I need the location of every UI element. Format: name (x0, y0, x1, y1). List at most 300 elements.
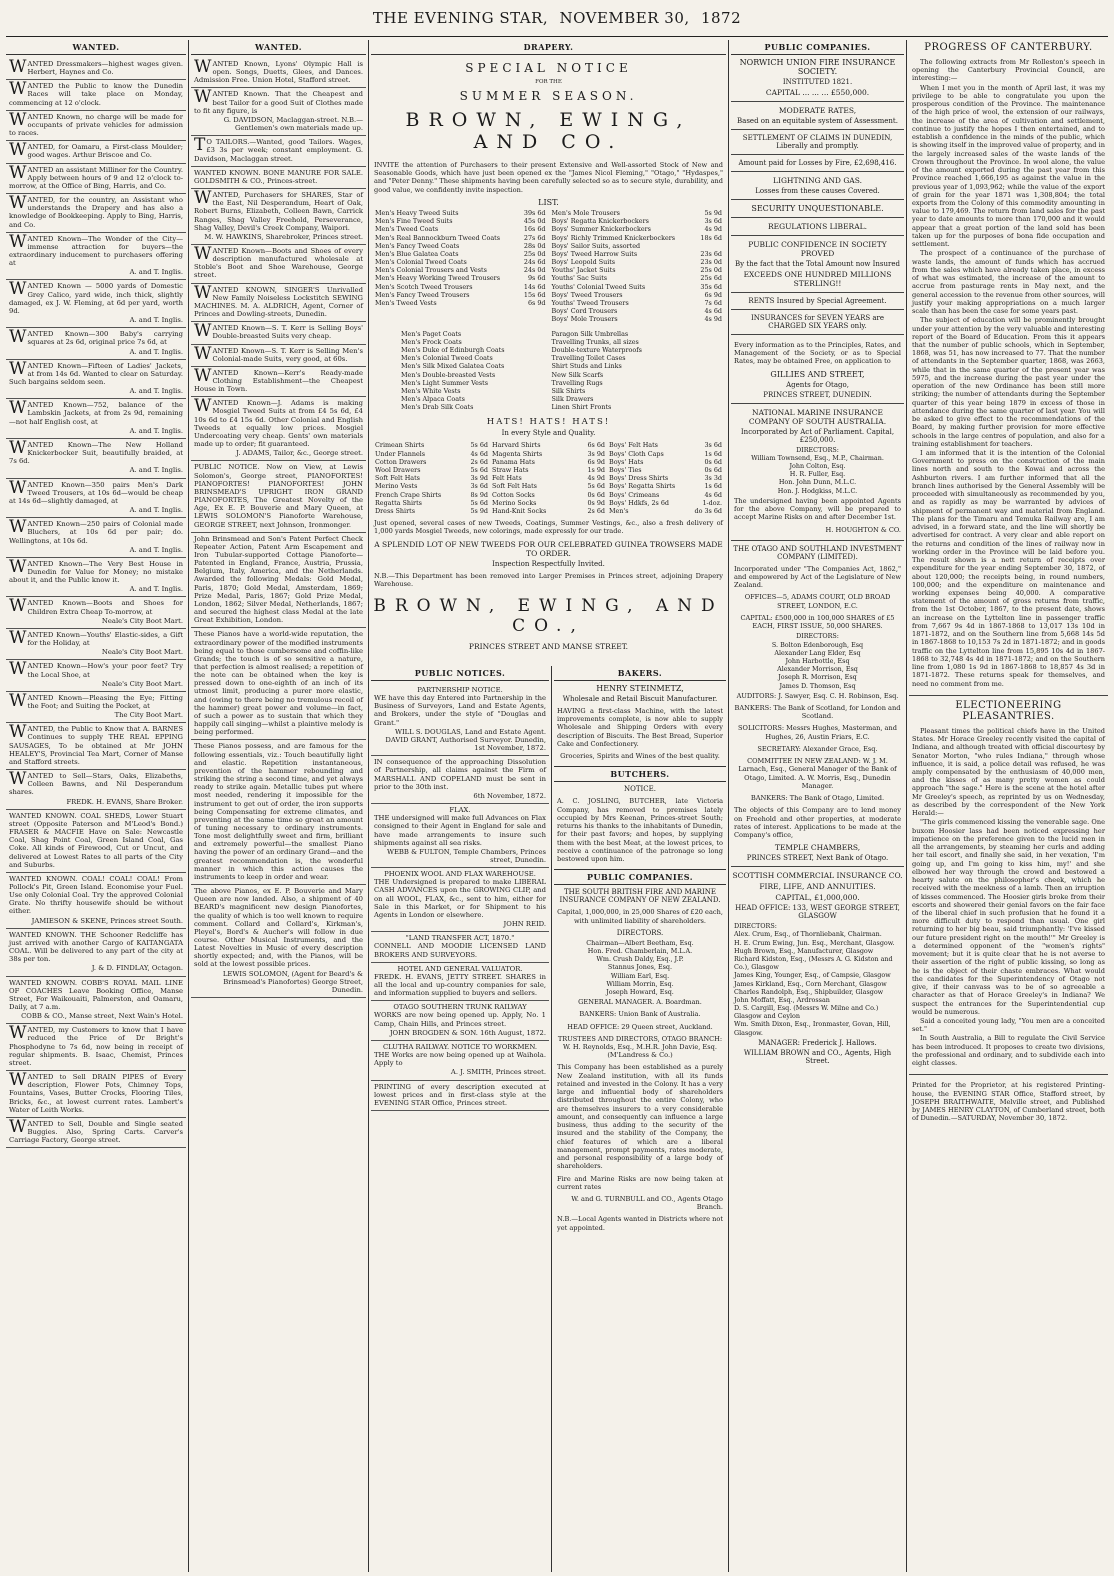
ad-text: ANTED Known—Youths' Elastic-sides, a Gift for the Holiday, at (27, 630, 183, 648)
imprint: Printed for the Proprietor, at his registered Printing-house, the EVENING STAR Office, Stafford street, by JOSEPH BRAITHWAITE, Melville street, and Published by JAMES HENRY CLAYTON, of Cumberland street, both of Dunedin.—SATURDAY, November 30, 1872. (912, 1081, 1105, 1123)
ad-item (6, 194, 186, 233)
drop-cap: W (9, 57, 27, 77)
item-price: 25s 0d (523, 249, 546, 258)
item-name: Magenta Shirts (492, 449, 543, 458)
list-item: Silk Shirts (551, 386, 586, 395)
column-heading: DRAPERY. (371, 40, 726, 55)
item-price: 4s 9d (587, 474, 605, 483)
article-body-2 (909, 725, 1108, 1071)
list-item: Alexander Morrison, Esq (777, 665, 858, 674)
ad-signature: A. and T. Inglis. (129, 466, 183, 475)
item-price: 16s 6d (523, 225, 546, 234)
item-name: Boys' Cloth Caps (609, 449, 664, 458)
ad-item (191, 533, 366, 629)
list-row (375, 242, 546, 250)
baker-text: HAVING a first-class Machine, with the latest improvements complete, is now able to supply Wholesale and Shipping Orders with every description of Biscuits. The Best Bread, Superior Cake and Confectionery. (557, 707, 723, 748)
list-item: New Silk Scarfs (551, 370, 604, 379)
list-item: James Kirkland, Esq., Corn Merchant, Glasgow (734, 979, 887, 988)
drop-cap: W (9, 231, 27, 252)
bankers-2: BANKERS: The Bank of Otago, Limited. (750, 794, 885, 803)
ad-item (6, 280, 186, 328)
list-row (552, 234, 723, 242)
item-name: Men's Real Bannockburn Tweed Coats (375, 233, 501, 242)
auditors: AUDITORS: J. Sawyer, Esq. C. H. Robinson, Esq. (736, 691, 899, 700)
national-note: The undersigned having been appointed Agents for the above Company, will be prepared to accept Marine Risks on and after December 1st. (734, 496, 901, 522)
column-divider (906, 40, 907, 1572)
risks: Fire and Marine Risks are now being taken at current rates (557, 1174, 723, 1191)
ad-signature: Neale's City Boot Mart. (101, 648, 183, 657)
item-price: 18s 6d (700, 233, 722, 242)
hats-line: HATS! HATS! HATS! (486, 417, 611, 428)
list-item: Men's Double-breasted Vests (401, 370, 496, 379)
list-item: James D. Thomson, Esq (779, 681, 856, 690)
otago-directors (731, 632, 904, 689)
scottish-title: SCOTTISH COMMERCIAL INSURANCE CO. (732, 871, 903, 881)
settlement: SETTLEMENT OF CLAIMS IN DUNEDIN, Liberally and promptly. (742, 134, 893, 150)
item-price: 5s 6d (470, 498, 488, 507)
masthead (0, 0, 1114, 34)
item-price: 1s 6d (704, 449, 722, 458)
scottish-manager: MANAGER: Frederick J. Hallows. (758, 1038, 877, 1047)
nb-agents: N.B.—Local Agents wanted in Districts where not yet appointed. (557, 1215, 723, 1232)
hats-list-a (375, 441, 488, 515)
item-price: 0s 6d (587, 490, 605, 499)
item-price: 4s 9d (704, 315, 722, 324)
butcher-title: NOTICE. (624, 785, 656, 794)
ad-text: ANTED Known — 5000 yards of Domestic Grey Calico, yard wide, inch thick, slightly damaged, ex J. W. Fleming, at 6d per yard, worth 9d. (9, 282, 183, 315)
list-row (375, 274, 546, 282)
butcher-text: A. C. JOSLING, BUTCHER, late Victoria Company, has removed to premises lately occupied by Mrs Keenan, Princes-street South; returns his thanks to the inhabitants of Dunedin, for their past favors; and hopes, by supplying them with the best Meat, at the lowest prices, to receive a continuance of the patronage so long bestowed upon him. (557, 797, 723, 864)
info: Every information as to the Principles, Rates, and Management of the Society, or as to Special Rates, may be obtained Free, on application to (734, 341, 901, 366)
ad-item (191, 885, 366, 998)
ad-item (6, 770, 186, 810)
list-row (375, 250, 546, 258)
list-row (552, 242, 723, 250)
ad-signature: A. and T. Inglis. (129, 426, 183, 435)
ad-item (6, 873, 186, 929)
list-row (375, 283, 546, 291)
ad-text: WANTED KNOWN. THE Schooner Redcliffe has just arrived with another Cargo of KAITANGATA COAL. Will be delivered to any part of the city at 38s per ton. (9, 930, 183, 964)
ad-text: ANTED, for the country, an Assistant who understands the Drapery and has also a knowledge of Bookkeeping. Apply to Bing, Harris, and Co. (9, 196, 183, 229)
list-row (375, 441, 488, 449)
paid: Amount paid for Losses by Fire, £2,698,416. (738, 159, 897, 167)
drop-cap: W (194, 243, 212, 264)
notice-item (371, 1081, 549, 1111)
intro-text: INVITE the attention of Purchasers to their present Extensive and Well-assorted Stock of New and Seasonable Goods, which have just been opened ex the "James Nicol Fleming," "Otago," "Hydaspes," and "Peter Denny." These shipments having been carefully selected so as to secure style, durability, and good value, we confidently invite inspection. (374, 161, 723, 194)
list-row (375, 466, 488, 474)
seven-years: INSURANCES for SEVEN YEARS are CHARGED SIX YEARS only. (750, 314, 885, 330)
ads-list (191, 58, 366, 998)
ad-text: PUBLIC NOTICE. Now on View, at Lewis Solomon's, George street, PIANOFORTES! PIANOFORTES! PIANOFORTES! JOHN BRINSMEAD'S UPRIGHT IRON GRAND PIANOFORTES, The Greatest Novelty of the Age, Ex E. P. Bouverie and Mary Queen, at LEWIS SOLOMON'S Pianoforte Warehouse, GEORGE STREET, next Johnson, Ironmonger. (194, 463, 363, 529)
masthead-title: THE EVENING STAR, (372, 9, 549, 27)
item-name: Boys' Felt Hats (609, 441, 658, 450)
item-price: 25s 0d (700, 266, 722, 275)
item-price: 45s 0d (523, 217, 546, 226)
ad-item (6, 439, 186, 479)
wanted-column-2 (191, 40, 366, 1572)
drop-cap: W (9, 659, 27, 680)
item-name: Men's Colonial Trousers and Vests (375, 266, 487, 275)
list-item: Joseph Howard, Esq. (606, 987, 674, 996)
ad-text: ANTED Known, no charge will be made for occupants of private vehicles for admission to races. (9, 112, 183, 138)
list-item: Alexander Lang Elder, Esq (774, 648, 861, 657)
drop-cap: W (194, 343, 212, 364)
ad-signature: J. & D. FINDLAY, Octagon. (91, 964, 183, 973)
ad-signature: COBB & CO., Manse street, Next Wain's Hotel. (21, 1012, 183, 1021)
ad-text: ANTED Known—Fifteen of Ladies' Jackets, at from 14s 6d. Wanted to clear on Saturday. Such bargains seldom seen. (9, 361, 183, 386)
item-price: 24s 6d (523, 258, 546, 267)
scottish-agents: WILLIAM BROWN and CO., Agents, High Street. (743, 1048, 892, 1065)
goods-list-left (401, 330, 546, 412)
drop-cap: W (9, 193, 27, 214)
for-the: FOR THE (535, 79, 562, 85)
ad-signature: J. ADAMS, Tailor, &c., George street. (236, 449, 363, 458)
notice-signature: WILL S. DOUGLAS, Land and Estate Agent. DAVID GRANT, Authorised Surveyor. Dunedin, 1st November, 1872. (385, 727, 546, 753)
ad-item (191, 367, 366, 397)
paragraph: I am informed that it is the intention of the Colonial Government to press on the construction of the main lines north and south to the Kowai and across the Ashburton rivers. I am further informed that all the branch lines authorised by the General Assembly will be proceeded with simultaneously as recommended by you, and as rapidly as may be warranted by advices of shipment of permanent way and material from England. The plans for the Timaru and Temuka Railway are, I am advised, in a forward state, and the line will shortly be advertised for contract. A very clear and able report on the returns and condition of the lines of railway now in working order in the Province will be laid before you. The result shown is a nett return of receipts over expenditure for the year ending September 30, 1872, of about 120,000; the receipts being, in round numbers, 100,000; and the expenditure on maintenance and working expenses being 40,000. A comparative statement of the amount of gross returns from traffic, from the 1st October, 1867, to the present date, shows an increase on the Lyttelton line in passenger traffic from 7,667 9s 4d in 1867-1868 to 13,017 13s 10d in 1871-1872, and on the Southern line from 5,668 14s 5d in 1867-1868 to 10,153 7s 2d in 1871-1872; and in goods traffic on the Lyttelton line from 15,895 10s 4d in 1867-1868 to 32,748 4s 4d in 1871-1872; and on the Southern line from 1,080 1s 9d in 1867-1868 to 18,857 4s 3d in 1871-1872. These returns speak for themselves, and need no comment from me. (912, 449, 1105, 688)
item-price: 5s 6d (587, 482, 605, 491)
item-name: Wool Drawers (375, 466, 421, 474)
list-item: Paragon Silk Umbrellas (551, 329, 629, 338)
notice-text: IN consequence of the approaching Dissolution of Partnership, all claims against the Firm of MARSHALL AND COPELAND must be sent in prior to the 30th inst. (374, 758, 546, 791)
ad-item (191, 628, 366, 740)
drop-cap: W (9, 722, 27, 743)
list-row (609, 482, 722, 490)
list-title: LIST. (538, 197, 559, 207)
item-price: 4s 9d (704, 225, 722, 234)
notice-item (371, 756, 549, 804)
list-item: William Earl, Esq. (610, 971, 670, 980)
item-price: 3s 3d (704, 474, 722, 483)
ad-item (6, 1024, 186, 1071)
list-item: H. R. Fuller, Esq. (789, 470, 846, 479)
notice-text: THE Undersigned is prepared to make LIBERAL CASH ADVANCES upon the GROWING CLIP, and on all WOOL, FLAX, &c., sent to him, either for Sale in this Market, or for Shipment to his Agents in London or elsewhere. (374, 878, 546, 919)
list-item: Men's Frock Coats (401, 337, 462, 346)
item-price: 0s 6d (704, 457, 722, 466)
item-name: Harvard Shirts (492, 441, 541, 450)
objects: The objects of this Company are to lend money on Freehold and other properties, at moderate rates of interest. Applications to be made at the Company's office, (734, 806, 901, 839)
ad-item (6, 629, 186, 660)
drop-cap: W (9, 1070, 27, 1091)
list-row (609, 491, 722, 499)
notice-text: CONNELL AND MOODIE LICENSED LAND BROKERS AND SURVEYORS. (374, 942, 546, 959)
item-price: 3s 6d (470, 482, 488, 491)
ad-text: WANTED KNOWN. COBB'S ROYAL MAIL LINE OF COACHES Leave Booking Office, Manse Street, For Waikouaiti, Palmerston, and Oamaru, Daily, at 7 a.m. (9, 978, 183, 1011)
notice-title: OTAGO SOUTHERN TRUNK RAILWAY (393, 1003, 527, 1012)
ad-text: ANTED to Sell—Stars, Oaks, Elizabeths, Colleen Bawns, and Nil Desperandum shares. (9, 772, 183, 797)
list-item: Linen Shirt Fronts (551, 403, 612, 412)
ad-text: ANTED Known—250 pairs of Colonial made Bluchers, at 10s 6d per pair; do. Wellingtons, at 10s 6d. (9, 520, 183, 545)
firm-name: BROWN, EWING, AND CO. (405, 109, 692, 153)
item-price: 3s 6d (704, 217, 722, 226)
list-row (375, 482, 488, 490)
item-name: Hand-Knit Socks (492, 506, 547, 515)
item-price: 23s 0d (700, 258, 722, 267)
item-price: do 3s 6d (694, 506, 722, 515)
column-heading: PUBLIC COMPANIES. (554, 869, 726, 885)
firm-address: PRINCES STREET AND MANSE STREET. (468, 642, 629, 652)
item-price: 6s 9d (704, 290, 722, 299)
ad-item (191, 740, 366, 885)
item-name: Men's Fine Tweed Suits (375, 217, 453, 226)
list-row (552, 274, 723, 282)
temple-chambers: TEMPLE CHAMBERS, (774, 843, 861, 853)
article-title-2: ELECTIONEERING PLEASANTRIES. (955, 699, 1062, 722)
ad-item (191, 167, 366, 189)
ad-item (6, 723, 186, 770)
losses: Losses from these causes Covered. (755, 187, 880, 195)
item-price: 28s 0d (523, 241, 546, 250)
notice-text: WE have this day Entered into Partnership in the Business of Surveyors, Land and Estate Agents, and Brokers, under the style of "Douglas and Grant." (374, 694, 546, 727)
item-name: Men's Fancy Tweed Trousers (375, 290, 470, 299)
drop-cap: W (9, 1023, 27, 1044)
company-body: This Company has been established as a purely New Zealand institution, with all its funds retained and invested in the Colony. It has a very large and influential body of shareholders distributed throughout the entire Colony, who are themselves insurers to a very considerable amount, and consequently can influence a large business, thus adding to the security of the insured and the stability of the Company, the chief features of which are a liberal management, prompt payments, rates moderate, and personal responsibility of a large body of shareholders. (557, 1063, 723, 1171)
item-name: Boys' Ties (609, 466, 642, 474)
baker-groceries: Groceries, Spirits and Wines of the best quality. (560, 752, 720, 761)
item-name: Boys' Summer Knickerbockers (551, 225, 651, 234)
company-title: THE SOUTH BRITISH FIRE AND MARINE INSURANCE COMPANY OF NEW ZEALAND. (559, 888, 721, 905)
tweeds-text: Just opened, several cases of new Tweeds, Coatings, Summer Vestings, &c., also a fresh delivery of 1,000 yards Mosgiel Tweeds, new colorings, made expressly for our trade. (374, 519, 723, 536)
offices: OFFICES—5, ADAMS COURT, OLD BROAD STREET, LONDON, E.C. (744, 593, 891, 610)
item-name: Boys' Hdkfs, 2s 6d (609, 498, 669, 507)
item-name: Men's Heavy Tweed Suits (375, 208, 459, 217)
ad-text: ANTED Known—Boots and Shoes of every description manufactured wholesale at Stoble's Boot and Shoe Warehouse, George street. (194, 246, 363, 280)
bakers-butchers-section (554, 666, 726, 1572)
list-item: Wm. Smith Dixon, Esq., Ironmaster, Govan, Hill, Glasgow. (734, 1020, 891, 1037)
paragraph: In South Australia, a Bill to regulate the Civil Service has been introduced. It proposes to create two divisions, the professional and ordinary, and to subdivide each into eight classes. (912, 1034, 1105, 1068)
exceeds: EXCEEDS ONE HUNDRED MILLIONS STERLING!! (743, 270, 892, 288)
otago-title: THE OTAGO AND SOUTHLAND INVESTMENT COMPANY (LIMITED). (733, 544, 902, 561)
company-capital: Capital, 1,000,000, in 25,000 Shares of £20 each, with unlimited liability of shareholders. (557, 908, 723, 925)
masthead-date: NOVEMBER 30, (559, 9, 690, 27)
item-name: Men's Heavy Working Tweed Trousers (375, 274, 500, 283)
item-name: Boys' Cord Trousers (551, 307, 618, 316)
ad-text: ANTED Known—The Wonder of the City—immense attraction for buyers—the extraordinary inducement to purchasers offering at (9, 234, 183, 268)
column-divider (551, 666, 552, 1572)
ad-text: WANTED KNOWN. COAL! COAL! COAL! From Pollock's Pit, Green Island. Economise your Fuel. Use only Colonial Coal. Try the approved Colonial Grate. No thrifty housewife should be without either. (9, 874, 183, 916)
ad-signature: The City Boot Mart. (114, 711, 183, 720)
drop-cap: W (9, 109, 27, 130)
paragraph: The following extracts from Mr Rolleston's speech in opening the Canterbury Provincial Council, are interesting:— (912, 58, 1105, 83)
agents-otago: Agents for Otago, (786, 380, 849, 389)
notice-text: WORKS are now being opened up. Apply, No. 1 Camp, Chain Hills, and Princes street. (374, 1011, 546, 1028)
ad-item (6, 479, 186, 519)
list-item: John Harbottle, Esq (785, 656, 850, 665)
list-item: Chairman—Albert Beetham, Esq. (586, 938, 694, 947)
ad-text: ANTED Known—S. T. Kerr is Selling Men's Colonial-made Suits, very good, at 60s. (212, 346, 363, 363)
list-item: John Colton, Esq. (789, 462, 846, 471)
list-item: Men's Duke of Edinburgh Coats (401, 345, 505, 354)
drop-cap: W (194, 87, 212, 108)
head-office: HEAD OFFICE: 29 Queen street, Auckland. (567, 1022, 713, 1031)
ad-item (6, 929, 186, 977)
list-item: Travelling Toilet Cases (551, 354, 626, 363)
rates-sub: Based on an equitable system of Assessment. (737, 117, 898, 125)
list-row (552, 266, 723, 274)
public-notices-section (371, 666, 549, 1572)
notice-title: FLAX. (449, 806, 471, 815)
notice-text: THE Works are now being opened up at Waihola. Apply to (374, 1051, 546, 1068)
article-body (909, 56, 1108, 691)
list-row (552, 217, 723, 225)
ad-item (6, 399, 186, 439)
list-item: Alex. Crum, Esq., of Thornliebank, Chairman. (734, 930, 882, 939)
item-price: 9s 6d (527, 274, 546, 283)
item-name: Men's Colonial Tweed Coats (375, 258, 467, 267)
article-title: PROGRESS OF CANTERBURY. (924, 42, 1093, 53)
list-item: Wm. Crush Daldy, Esq., J.P. (596, 955, 684, 964)
ad-text: ANTED Dressmakers—highest wages given. Herbert, Haynes and Co. (27, 60, 183, 77)
item-name: Youths' Tweed Trousers (551, 299, 629, 307)
paragraph: When I met you in the month of April last, it was my privilege to be able to congratulate you upon the prosperous condition of the Province. The maintenance of the high price of wool, the extension of our railways, the increase of the area of cultivation and settlement, continue to justify the hopes I then entertained, and to establish a confidence in the minds of the public, which is showing itself in the improved value of property, and in the largely increased sales of the waste lands of the Crown throughout the Province. In wool alone, the value of the amount exported during the past year from this Province reached 1,666,195 as against the value in the previous year of 1,093,962; while the value of the export of grain for the year 1871 was 1,308,804; the total exports from the Colony of this commodity amounting in value to 179,469. The return from land sales for the past year to date amounts to more than 170,000 and it would appear that a great portion of the land sold has been taken up for the purposes of bona fide occupation and settlement. (912, 83, 1105, 249)
notice-item (371, 684, 549, 756)
list-item: Richard Kidston, Esq., (Messrs A. G. Kidston and Co.), Glasgow (734, 954, 893, 972)
ad-signature: A. and T. Inglis. (129, 347, 183, 356)
item-price: 35s 6d (700, 282, 722, 291)
ad-signature: FREDK. H. EVANS, Share Broker. (66, 797, 183, 806)
paragraph: The subject of education will be prominently brought under your attention by the very valuable and interesting report of the Board of Education. From this it appears that the number of public schools, which in September, 1868, was 51, has now increased to 77. That the number of attendants in the September quarter, 1868, was 2663, while that in the same quarter of the present year was 5975, and the increase during the past year under the operation of the new Ordinance has been still more striking; the number of attendants during the September quarter of this year being 1879 in excess of those in attendance during the same quarter of last year. You will be asked to give effect to the recommendations of the Board, by making further provision for more effective schools in the large centres of population, and also for a training establishment for teachers. (912, 316, 1105, 448)
list-item: James King, Younger, Esq., of Campsie, Glasgow (734, 971, 891, 980)
temple-street: PRINCES STREET, Next Bank of Otago. (746, 854, 889, 863)
ad-item (191, 322, 366, 344)
ad-text: ANTED Known—Kerr's Ready-made Clothing Establishment—the Cheapest House in Town. (194, 368, 363, 394)
scottish-capital: CAPITAL, £1,000,000. (775, 893, 860, 903)
list-row (609, 450, 722, 458)
wanted-column-1 (6, 40, 186, 1572)
ad-text: WANTED KNOWN. COAL SHEDS, Lower Stuart street (Opposite Paterson and M'Leod's Bond.) FRASER & MACFIE Have on Sale: Newcastle Coal, Shag Point Coal, Green Island Coal, Gas Coke. All kinds of Firewood, Cut or Uncut, and delivered at Lowest Rates to all parts of the City and Suburbs. (9, 811, 183, 869)
item-price: 5s 9d (704, 208, 722, 217)
ad-item (191, 284, 366, 323)
ad-item (191, 461, 366, 532)
list-row (492, 466, 605, 474)
item-name: Straw Hats (492, 466, 529, 474)
column-heading: PUBLIC COMPANIES. (731, 40, 904, 55)
item-name: Panama Hats (492, 457, 535, 466)
hats-sub: In every Style and Quality. (501, 429, 596, 438)
item-price: 1s 6d (704, 482, 722, 491)
national-sig: H. HOUGHTON & CO. (825, 525, 901, 534)
ad-signature: Neale's City Boot Mart. (101, 616, 183, 625)
notice-signature: WEBB & FULTON, Temple Chambers, Princes street, Dunedin. (386, 847, 546, 864)
list-row (609, 441, 722, 449)
ad-item (191, 189, 366, 245)
item-name: Men's Scotch Tweed Trousers (375, 282, 473, 291)
ad-text: ANTED, for Oamaru, a First-class Moulder; good wages. Arthur Briscoe and Co. (27, 143, 183, 160)
notice-item (371, 868, 549, 932)
list-row (552, 225, 723, 233)
item-name: Soft Felt Hats (492, 482, 537, 491)
item-price: 2s 6d (587, 506, 605, 515)
item-price: 6s 9d (527, 299, 546, 307)
item-price: 4s 6d (704, 307, 722, 316)
notice-signature: A. J. SMITH, Princes street. (450, 1068, 546, 1077)
list-item: Hon. John Dunn, M.L.C. (778, 478, 857, 487)
national-title: NATIONAL MARINE INSURANCE COMPANY OF SOUTH AUSTRALIA. (748, 407, 887, 426)
item-price: 3s 9d (470, 474, 488, 483)
ad-text: ANTED Known—752, balance of the Lambskin Jackets, at from 2s 9d, remaining—not half English cost, at (9, 401, 183, 426)
ad-text: These Pianos have a world-wide reputation, the extraordinary power of the modified instruments being equal to those cumbersome and coffin-like Grands; the touch is of so sensitive a nature, that perfection is almost realised; a repetition of the note can be obtained when the key is pressed down to one-eighth of an inch of its utmost limit, producing a purer more elastic, and (owing to there being no tremulous recoil of the hammer) great power and volume—in fact, of such a power as to sustain that which they happily call singing—whilst a plaintive melody is being performed. (194, 630, 363, 737)
ad-item (191, 397, 366, 461)
norwich-title: NORWICH UNION FIRE INSURANCE SOCIETY. (739, 58, 896, 76)
item-price: 23s 6d (700, 249, 722, 258)
item-price: 1s 9d (587, 466, 605, 474)
drop-cap: W (9, 1116, 27, 1137)
ad-signature: A. and T. Inglis. (129, 585, 183, 594)
ad-item (6, 80, 186, 110)
ad-text: ANTED Known—The Very Best House in Dunedin for Value for Money; no mistake about it, and the Public know it. (9, 559, 183, 585)
list-item: Silk Drawers (551, 395, 594, 404)
notice-text: FREDK. H. EVANS, JETTY STREET. SHARES in all the local and up-country companies for sale, and information supplied to buyers and sellers. (374, 972, 546, 998)
ad-text: ANTED Known—J. Adams is making Mosgiel Tweed Suits at from £4 5s 6d, £4 10s 6d to £4 15s 6d. Other Colonial and English Tweeds at equally low prices. Mosgiel Undercoating very cheap. Gents' own materials made up to order; fit guaranteed. (194, 399, 363, 449)
column-heading: WANTED. (6, 40, 186, 55)
drop-cap: W (9, 358, 27, 379)
list-item: S. Bolton Edenborough, Esq (771, 640, 864, 649)
list-row (375, 209, 546, 217)
drop-cap: W (194, 57, 212, 77)
list-item: William Townsend, Esq., M.P., Chairman. (751, 453, 884, 462)
ad-item (6, 810, 186, 873)
splendid-text: A SPLENDID LOT OF NEW TWEEDS FOR OUR CELEBRATED GUINEA TROWSERS MADE TO ORDER. (374, 539, 723, 558)
list-row (552, 283, 723, 291)
list-row (492, 491, 605, 499)
rates: MODERATE RATES, (778, 106, 857, 115)
instituted: INSTITUTED 1821. (782, 78, 853, 86)
masthead-rule (6, 36, 1108, 37)
list-row (609, 466, 722, 474)
list-item: Stannus Jones, Esq. (607, 963, 673, 972)
otago-body: Incorporated under "The Companies Act, 1862," and empowered by Act of the Legislature of New Zealand. (734, 564, 901, 590)
item-price: 14s 6d (523, 282, 546, 291)
column-heading: BAKERS. (554, 666, 726, 681)
paragraph: The prospect of a continuance of the purchase of waste lands, the amount of funds which has accrued from the sales which have already taken place, in excess of what was estimated, the increase of the amount to accrue from pasturage rents in May next, and the general accession to the revenue from other sources, will justify your making appropriations on a much larger scale than has been the case for some years past. (912, 249, 1105, 316)
list-row (492, 450, 605, 458)
drop-cap: W (9, 690, 27, 711)
ad-item (6, 141, 186, 163)
list-row (492, 499, 605, 507)
ad-text: ANTED the Public to know the Dunedin Races will take place on Monday, commencing at 12 o'clock. (9, 82, 183, 107)
ad-item (6, 58, 186, 80)
list-item: Travelling Trunks, all sizes (551, 337, 639, 346)
item-name: Cotton Socks (492, 490, 535, 499)
item-name: French Crape Shirts (375, 490, 442, 499)
list-item: John Moffatt, Esq., Ardrossan (734, 995, 830, 1004)
item-price: 5s 9d (470, 506, 488, 515)
item-name: Men's (609, 506, 629, 515)
editorial-column (909, 40, 1108, 1572)
rents: RENTS Insured by Special Agreement. (748, 297, 887, 305)
list-item: Men's Alpaca Coats (401, 395, 465, 404)
item-name: Youths' Sac Suits (551, 274, 608, 283)
ad-text: These Pianos possess, and are famous for the following essentials, viz.: Touch beautifully light and elastic. Repetition instantaneous, prevention of the hammer rebounding and striking the string a second time, and yet always ready to strike again. Metallic tubes put where most needed, rendering it impossible for the instrument to get out of order, the iron supports being Compensating for extreme climates, and preventing at the same time so great an amount of tuning necessary to ordinary instruments. Tone most delightfully sweet and firm, brilliant and extremely powerful—the smallest Piano having the power of an ordinary Grand—and the greatest recommendation is, the wonderful manner in which this action causes the instruments to keep in order and wear. (194, 742, 363, 881)
notice-text: PRINTING of every description executed at lowest prices and in first-class style at the EVENING STAR Office, Princes street. (374, 1082, 546, 1107)
list-row (552, 307, 723, 315)
column-heading: PUBLIC NOTICES. (371, 666, 549, 681)
drop-cap: W (194, 282, 212, 303)
directors-list (554, 939, 726, 996)
item-price: 15s 6d (523, 290, 546, 299)
directors-head: DIRECTORS. (616, 928, 664, 937)
ad-text: ANTED, Purchasers for SHARES, Star of the East, Nil Desperandum, Heart of Oak, Robert Burns, Elizabeth, Colleen Bawn, Carrick Ranges, Shag Valley Freehold, Perseverance, Shag Valley, Devil's Creek Company, Waipori. (194, 191, 363, 232)
item-price: 3s 9d (587, 449, 605, 458)
item-name: Men's Tweed Vests (375, 299, 437, 307)
notice-signature: JOHN REID. (503, 920, 546, 929)
list-row (552, 258, 723, 266)
list-row (609, 499, 722, 507)
item-price: 0s 6d (704, 466, 722, 474)
notice-title: HOTEL AND GENERAL VALUATOR. (397, 964, 523, 973)
ad-item (6, 328, 186, 359)
item-price: 24s 0d (523, 266, 546, 275)
